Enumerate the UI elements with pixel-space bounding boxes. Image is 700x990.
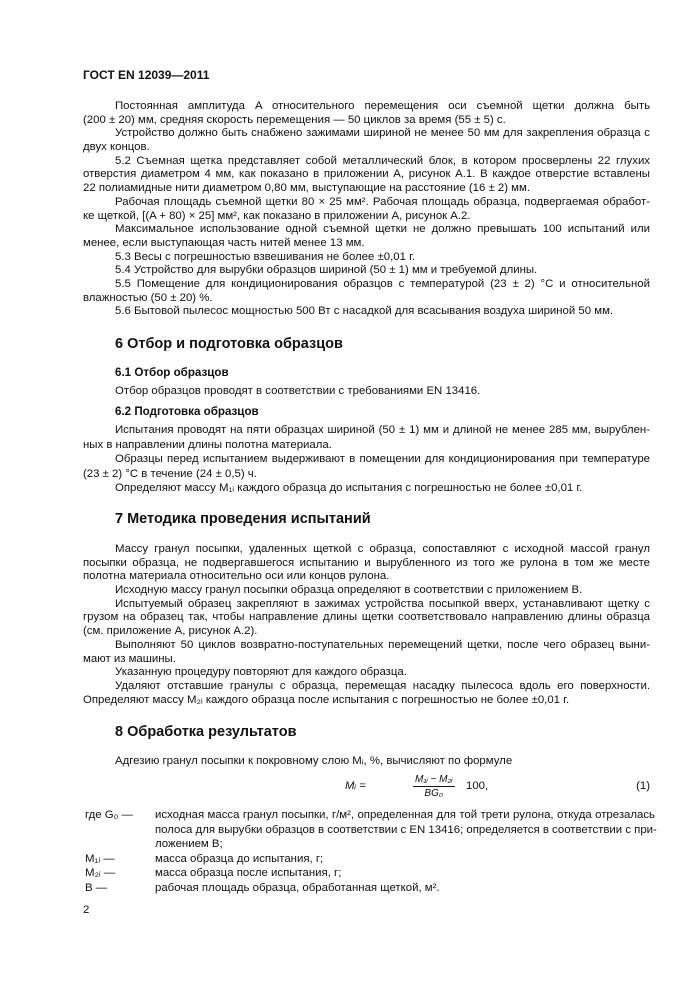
paragraph bbox=[83, 100, 650, 127]
text-line: Испытуемый образец закрепляют в зажимах устройства посыпкой вверх, устанавливают щетку с bbox=[115, 597, 650, 610]
section-8-title: 8 Обработка результатов bbox=[115, 724, 297, 740]
text-line: рабочая площадь образца, обработанная щеткой, м². bbox=[155, 881, 440, 894]
text-line: Максимальное использование одной съемной щетки не должно превышать 100 испытаний или bbox=[115, 223, 650, 236]
paragraph bbox=[83, 305, 650, 319]
text-line: (см. приложение А, рисунок А.2). bbox=[83, 625, 258, 638]
text-line: ложением В; bbox=[155, 838, 223, 851]
paragraph bbox=[83, 584, 650, 598]
definition-item bbox=[85, 881, 655, 896]
text-line: Постоянная амплитуда A относительного перемещения оси съемной щетки должна быть bbox=[115, 100, 650, 112]
paragraph bbox=[83, 278, 650, 305]
definition-item bbox=[85, 852, 655, 867]
section-8-text bbox=[83, 755, 650, 769]
text-line: Определяют массу M₂ᵢ каждого образца после испытания с погрешностью не более ±0,01 г. bbox=[83, 693, 570, 706]
paragraph bbox=[83, 755, 650, 769]
section-6-2-title: 6.2 Подготовка образцов bbox=[115, 405, 259, 418]
definition-description bbox=[155, 866, 655, 881]
text-line: Отбор образцов проводят в соответствии с требованиями EN 13416. bbox=[115, 385, 481, 397]
text-line: Выполняют 50 циклов возвратно-поступательных перемещений щетки, после чего образец выни- bbox=[115, 638, 650, 651]
formula-denominator: BG₀ bbox=[424, 788, 444, 799]
definition-term: B — bbox=[85, 881, 108, 894]
paragraph bbox=[83, 481, 650, 496]
formula-number: (1) bbox=[636, 780, 650, 792]
formula-fraction bbox=[413, 774, 455, 800]
text-line: (200 ± 20) мм, средняя скорость перемещения — 50 циклов за время (55 ± 5) с. bbox=[83, 113, 506, 126]
definition-term: M₁ᵢ — bbox=[85, 852, 115, 865]
definition-term: M₂ᵢ — bbox=[85, 867, 116, 880]
text-line: менее, если выступающая часть нитей менее 13 мм. bbox=[83, 236, 365, 249]
formula-lhs: Mᵢ = bbox=[345, 780, 366, 792]
text-line: 5.6 Бытовой пылесос мощностью 500 Вт с насадкой для всасывания воздуха шириной 50 мм. bbox=[115, 305, 614, 318]
definition-item bbox=[85, 808, 655, 852]
paragraph bbox=[83, 452, 650, 481]
text-line: Рабочая площадь съемной щетки 80 × 25 мм². Рабочая площадь образца, подвергаемая обработ- bbox=[115, 195, 650, 208]
text-line: 5.5 Помещение для кондиционирования образцов с температурой (23 ± 2) °С и относительной bbox=[115, 277, 650, 290]
section-6-1-title: 6.1 Отбор образцов bbox=[115, 366, 229, 379]
text-line: влажностью (50 ± 20) %. bbox=[83, 291, 213, 304]
text-line: отверстия диаметром 4 мм, как показано в приложении А, рисунок А.1. В каждое отверстие вставлены bbox=[83, 168, 650, 181]
text-line: посыпки образца, не подвергавшегося испытанию и вырубленного из того же рулона в том же месте bbox=[83, 556, 650, 569]
paragraph bbox=[83, 385, 650, 399]
definition-description bbox=[155, 881, 655, 896]
definitions-list bbox=[85, 808, 655, 896]
definition-description bbox=[155, 852, 655, 867]
text-line: масса образца до испытания, г; bbox=[155, 852, 324, 865]
section-7-text bbox=[83, 543, 650, 707]
text-line: (23 ± 2) °С в течение (24 ± 0,5) ч. bbox=[83, 467, 257, 480]
text-line: Исходную массу гранул посыпки образца определяют в соответствии с приложением В. bbox=[115, 584, 583, 597]
text-line: полотна материала относительно оси или концов рулона. bbox=[83, 570, 390, 583]
text-line: ке щеткой, [(A + 80) × 25] мм², как показано в приложении А, рисунок А.2. bbox=[83, 209, 471, 222]
paragraph bbox=[83, 127, 650, 154]
text-line: Определяют массу M₁ᵢ каждого образца до испытания с погрешностью не более ±0,01 г. bbox=[115, 482, 583, 494]
text-line: масса образца после испытания, г; bbox=[155, 867, 342, 880]
paragraph bbox=[83, 223, 650, 250]
text-line: 5.4 Устройство для вырубки образцов шириной (50 ± 1) мм и требуемой длины. bbox=[115, 264, 538, 277]
paragraph bbox=[83, 639, 650, 666]
paragraph bbox=[83, 196, 650, 223]
page-number: 2 bbox=[83, 904, 90, 916]
text-line: грузом на образец так, чтобы направление длины щетки соответствовало направлению длины образца bbox=[83, 611, 650, 624]
text-line: полоса для вырубки образцов в соответствии с EN 13416; определяется в соответствии с при- bbox=[155, 823, 657, 836]
section-6-title: 6 Отбор и подготовка образцов bbox=[115, 336, 343, 352]
paragraph bbox=[83, 598, 650, 639]
definition-item bbox=[85, 866, 655, 881]
definition-term: где G₀ — bbox=[85, 809, 133, 821]
paragraph bbox=[83, 543, 650, 584]
text-line: 22 полиамидные нити диаметром 0,80 мм, выступающие на расстояние (16 ± 2) мм. bbox=[83, 182, 530, 195]
text-line: Устройство должно быть снабжено зажимами шириной не менее 50 мм для закрепления образца с bbox=[115, 127, 650, 140]
section-6-1-text bbox=[83, 385, 650, 399]
document-header: ГОСТ EN 12039—2011 bbox=[83, 68, 210, 82]
text-line: 5.3 Весы с погрешностью взвешивания не более ±0,01 г. bbox=[115, 250, 416, 263]
paragraph bbox=[83, 155, 650, 196]
formula-1 bbox=[83, 774, 650, 804]
text-line: Образцы перед испытанием выдерживают в помещении для кондиционирования при температуре bbox=[115, 453, 650, 465]
paragraph bbox=[83, 264, 650, 278]
intro-paragraphs bbox=[83, 100, 650, 319]
formula-numerator: M₁ᵢ − M₂ᵢ bbox=[415, 774, 453, 785]
text-line: ных в направлении длины полотна материала. bbox=[83, 438, 332, 451]
text-line: исходная масса гранул посыпки, г/м², определенная для той трети рулона, откуда отрезалась bbox=[155, 809, 655, 821]
section-7-title: 7 Методика проведения испытаний bbox=[115, 511, 371, 527]
formula-rhs: 100, bbox=[466, 780, 489, 792]
text-line: Испытания проводят на пяти образцах шириной (50 ± 1) мм и длиной не менее 285 мм, вырублен- bbox=[115, 424, 650, 436]
text-line: Массу гранул посыпки, удаленных щеткой с образца, сопоставляют с исходной массой гранул bbox=[115, 543, 650, 555]
text-line: Указанную процедуру повторяют для каждого образца. bbox=[115, 666, 407, 679]
text-line: мают из машины. bbox=[83, 652, 176, 665]
section-6-2-text bbox=[83, 423, 650, 496]
text-line: Удаляют отставшие гранулы с образца, перемещая насадку пылесоса вдоль его поверхности. bbox=[115, 679, 650, 692]
paragraph bbox=[83, 251, 650, 265]
paragraph bbox=[83, 423, 650, 452]
paragraph bbox=[83, 666, 650, 680]
paragraph bbox=[83, 680, 650, 707]
definition-description bbox=[155, 808, 655, 852]
text-line: двух концов. bbox=[83, 141, 150, 154]
text-line: 5.2 Съемная щетка представляет собой металлический блок, в котором просверлены 22 глухих bbox=[115, 154, 650, 167]
text-line: Адгезию гранул посыпки к покровному слою Mᵢ, %, вычисляют по формуле bbox=[115, 755, 513, 767]
